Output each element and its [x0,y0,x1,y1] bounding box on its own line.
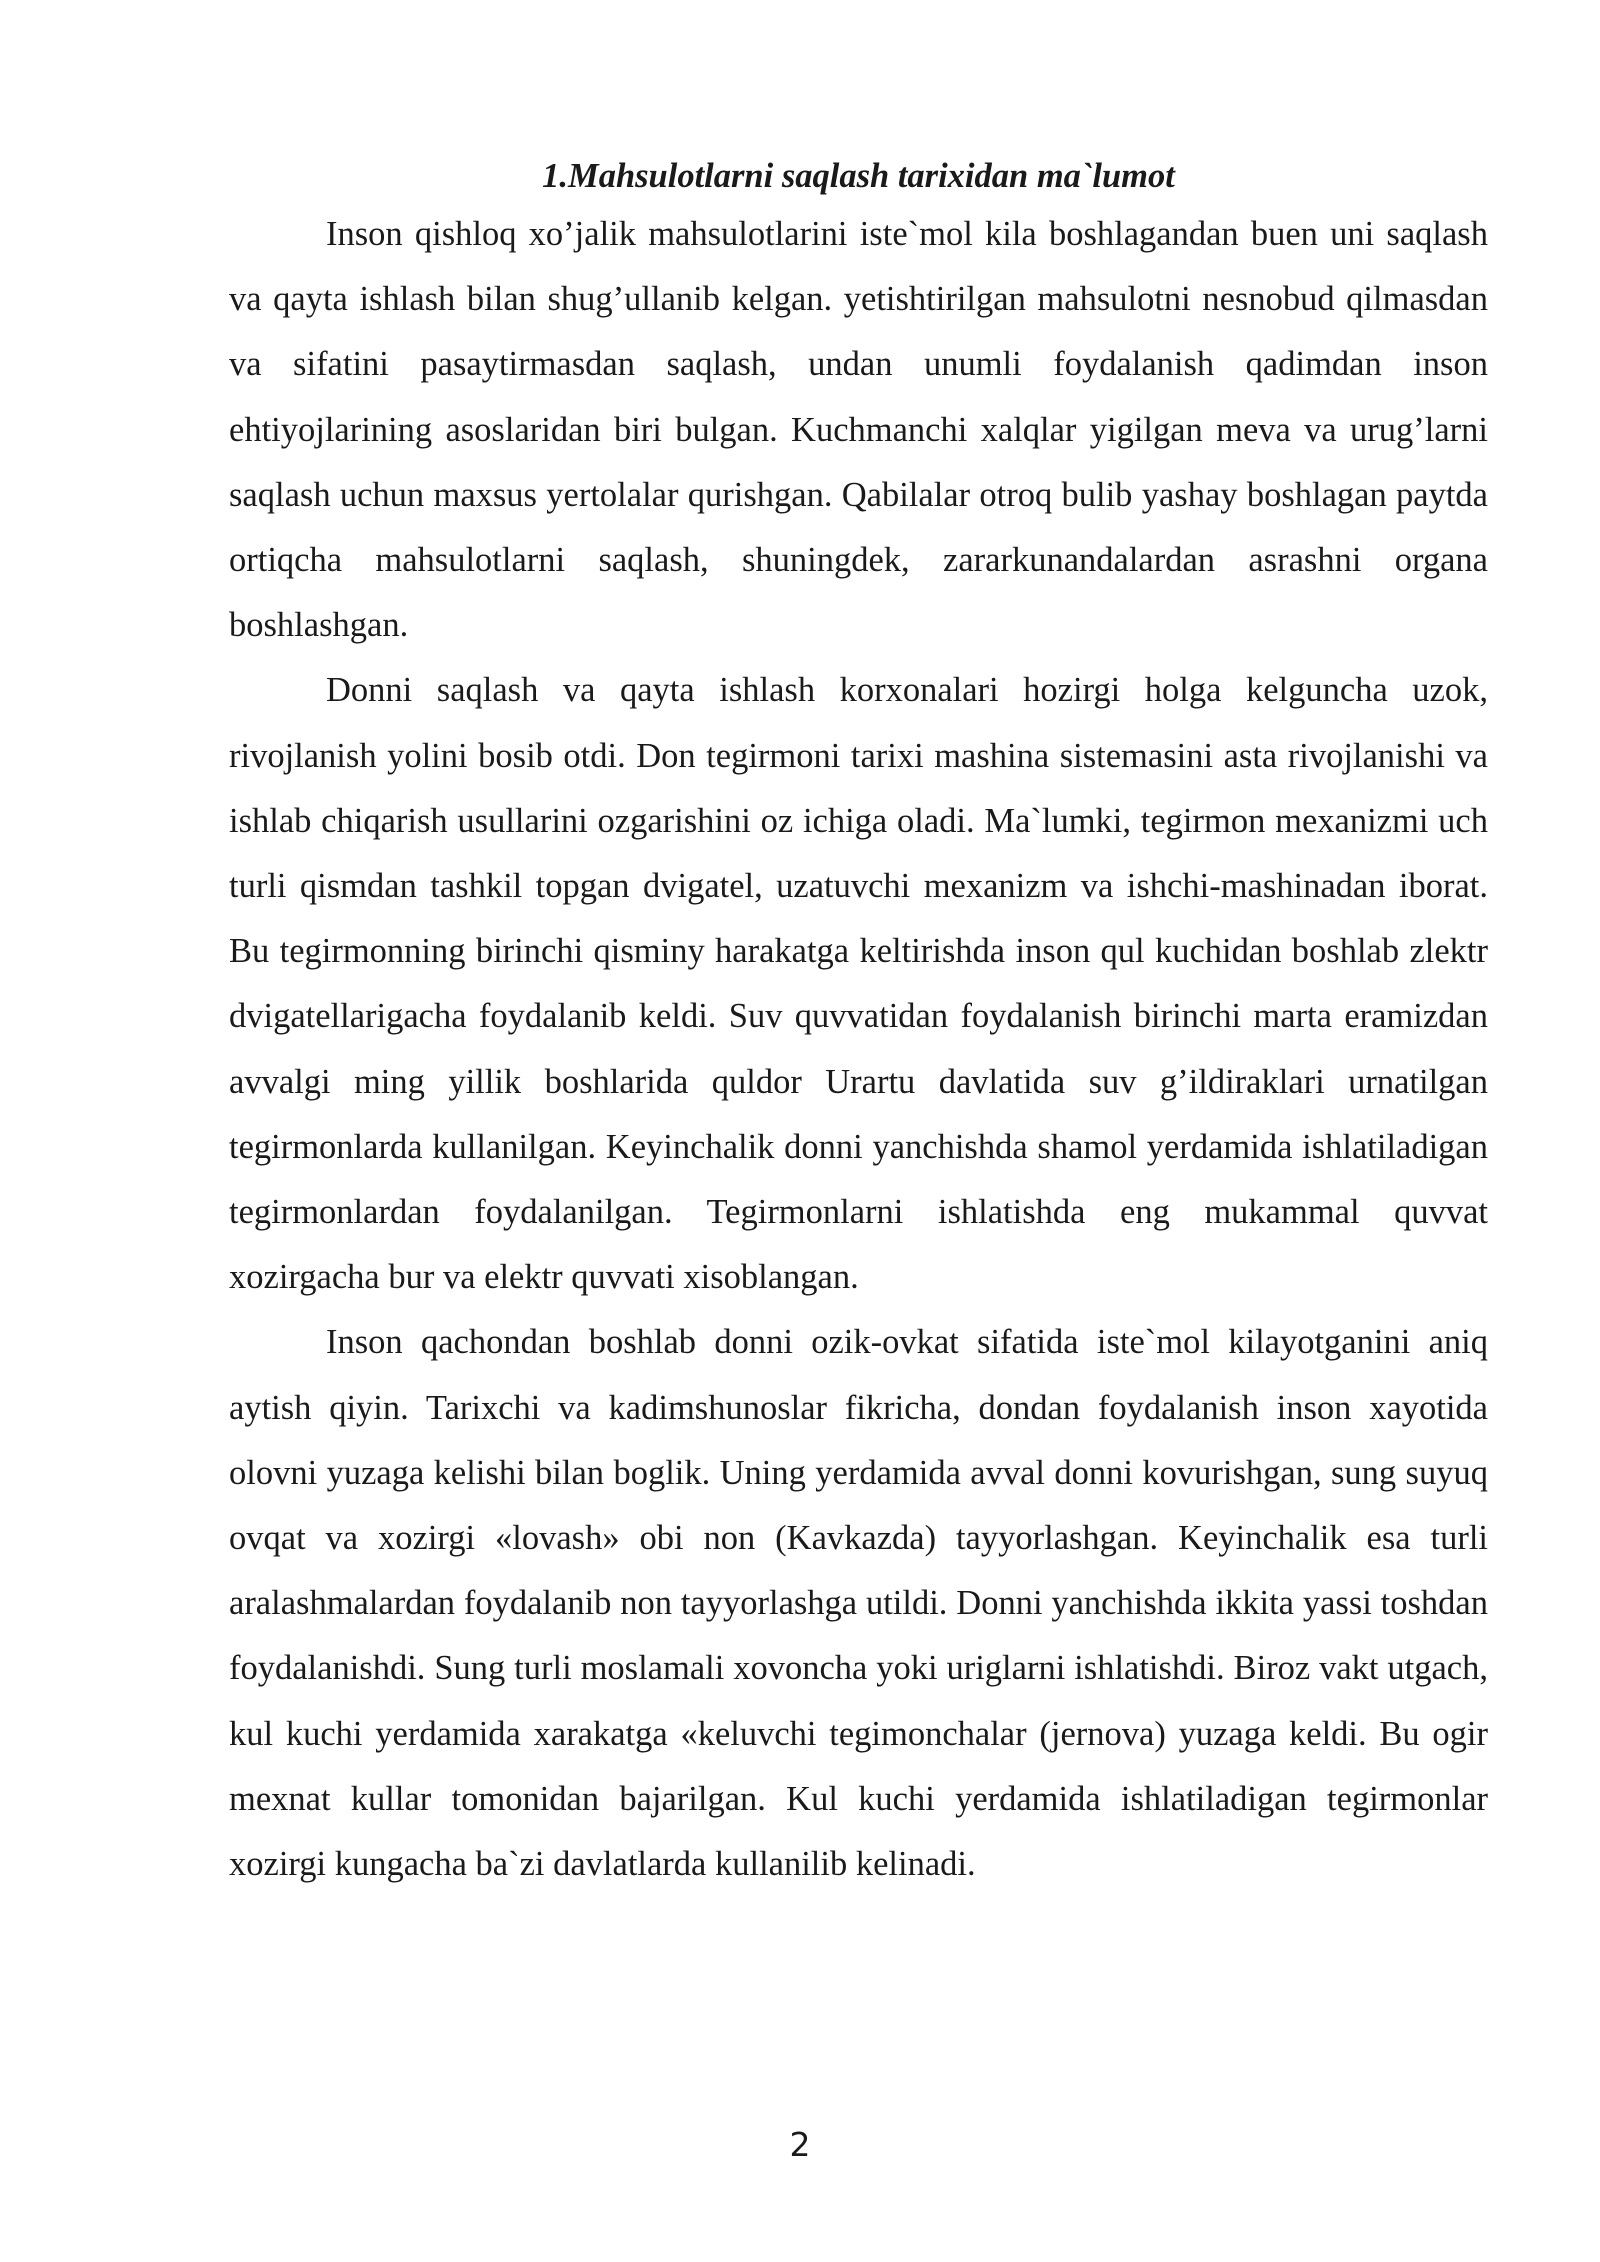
paragraph-1: Inson qishloq xo’jalik mahsulotlarini iste`mol kila boshlagandan buen uni saqlash va qayta ishlash bilan shug’ullanib kelgan. yetishtirilgan mahsulotni nesnobud qilmasdan va sifatini pasaytirmasdan saqlash, undan unumli foydalanish qadimdan inson ehtiyojlarining asoslaridan biri bulgan. Kuchmanchi xalqlar yigilgan meva va urug’larni saqlash uchun maxsus yertolalar qurishgan. Qabilalar otroq bulib yashay boshlagan paytda ortiqcha mahsulotlarni saqlash, shuningdek, zararkunandalardan asrashni organa boshlashgan. [229,215,1488,645]
page-number: 2 [789,2125,811,2164]
paragraph-2: Donni saqlash va qayta ishlash korxonalari hozirgi holga kelguncha uzok, rivojlanish yolini bosib otdi. Don tegirmoni tarixi mashina sistemasini asta rivojlanishi va ishlab chiqarish usullarini ozgarishini oz ichiga oladi. Ma`lumki, tegirmon mexanizmi uch turli qismdan tashkil topgan dvigatel, uzatuvchi mexanizm va ishchi-mashinadan iborat. Bu tegirmonning birinchi qisminy harakatga keltirishda inson qul kuchidan boshlab zlektr dvigatellarigacha foydalanib keldi. Suv quvvatidan foydalanish birinchi marta eramizdan avvalgi ming yillik boshlarida quldor Urartu davlatida suv g’ildiraklari urnatilgan tegirmonlarda kullanilgan. Keyinchalik donni yanchishda shamol yerdamida ishlatiladigan tegirmonlardan foydalanilgan. Tegirmonlarni ishlatishda eng mukammal quvvat xozirgacha bur va elektr quvvati xisoblangan. [229,671,1488,1297]
section-title: 1.Mahsulotlarni saqlash tarixidan ma`lumot [542,157,1175,195]
paragraph-3: Inson qachondan boshlab donni ozik-ovkat sifatida iste`mol kilayotganini aniq aytish qiyin. Tarixchi va kadimshunoslar fikricha, dondan foydalanish inson xayotida olovni yuzaga kelishi bilan boglik. Uning yerdamida avval donni kovurishgan, sung suyuq ovqat va xozirgi «lovash» obi non (Kavkazda) tayyorlashgan. Keyinchalik esa turli aralashmalardan foydalanib non tayyorlashga utildi. Donni yanchishda ikkita yassi toshdan foydalanishdi. Sung turli moslamali xovoncha yoki uriglarni ishlatishdi. Biroz vakt utgach, kul kuchi yerdamida xarakatga «keluvchi tegimonchalar (jernova) yuzaga keldi. Bu ogir mexnat kullar tomonidan bajarilgan. Kul kuchi yerdamida ishlatiladigan tegirmonlar xozirgi kungacha ba`zi davlatlarda kullanilib kelinadi. [229,1323,1488,1884]
document-body [229,150,1488,1897]
